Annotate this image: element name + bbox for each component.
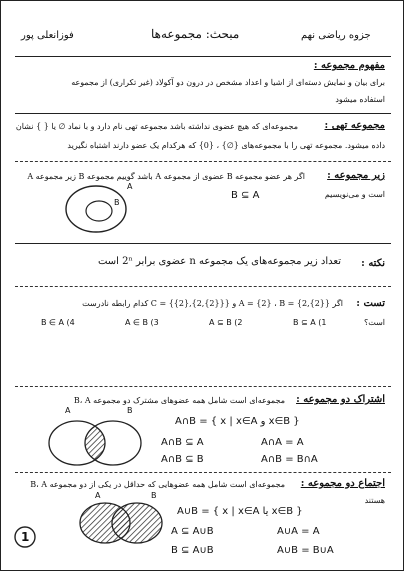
venn-label-a: A	[65, 406, 71, 415]
union-rule-2: A∪A = A	[277, 526, 320, 537]
section-title-empty-set: مجموعه تهی :	[324, 120, 385, 131]
intersection-rule-1: A∩B ⊆ A	[161, 437, 204, 448]
empty-set-line-1: مجموعه‌ای که هیچ عضوی نداشته باشد مجموعه تهی نام دارد و با نماد ∅ یا { } نشان	[15, 122, 298, 131]
divider	[15, 472, 391, 473]
union-rule-3: B ⊆ A∪B	[171, 545, 214, 556]
definition-line-2: استفاده میشود	[335, 95, 385, 104]
test-question: اگر A = {2} ، B = {2,{2}} و C = {{2},{2,{2}}} کدام رابطه نادرست	[82, 299, 343, 308]
venn-label-b: B	[127, 406, 133, 415]
intersection-rule-3: A∩B ⊆ B	[161, 454, 204, 465]
option-1: B ⊆ A (1	[293, 318, 327, 327]
venn-label-a: A	[127, 182, 133, 191]
intersection-formula: A∩B = { x | x∈A و x∈B }	[175, 416, 300, 427]
section-title-definition: مفهوم مجموعه :	[313, 60, 385, 71]
divider	[15, 286, 391, 287]
author-name: فوزانعلی پور	[21, 30, 74, 41]
note-title: نکته :	[361, 258, 385, 269]
union-text: مجموعه‌ای است شامل همه عضوهایی که حداقل در یکی از دو مجموعه B، A	[30, 480, 285, 489]
divider	[15, 113, 391, 114]
topic-title: مبحث: مجموعه‌ها	[151, 27, 240, 41]
divider	[15, 56, 391, 57]
union-rule-1: A ⊆ A∪B	[171, 526, 214, 537]
page-number: 1	[21, 530, 30, 544]
divider	[15, 243, 391, 244]
section-title-union: اجتماع دو مجموعه :	[300, 478, 385, 489]
definition-line-1: برای بیان و نمایش دسته‌ای از اشیا و اعداد مشخص در درون دو آکولاد (غیر تکراری) از مجموعه	[71, 78, 385, 87]
intersection-rule-2: A∩A = A	[261, 437, 304, 448]
divider	[15, 161, 391, 162]
option-3: A ∈ B (3	[125, 318, 159, 327]
subset-line-2: است و می‌نویسیم	[324, 190, 385, 199]
section-title-intersection: اشتراک دو مجموعه :	[296, 394, 385, 405]
section-title-subset: زیر مجموعه :	[327, 170, 385, 181]
option-4: B ∈ A (4	[41, 318, 75, 327]
intersection-text: مجموعه‌ای است شامل همه عضوهای مشترک دو مجموعه B، A	[73, 396, 285, 405]
venn-label-a: A	[95, 491, 101, 500]
union-venn-diagram	[67, 491, 177, 551]
divider	[15, 386, 391, 387]
subset-line-1: اگر هر عضو مجموعه B عضوی از مجموعه A باشد گوییم مجموعه B زیر مجموعه A	[27, 172, 305, 181]
venn-label-b: B	[151, 491, 157, 500]
test-title: تست :	[356, 298, 385, 309]
union-rule-4: A∪B = B∪A	[277, 545, 334, 556]
option-2: A ⊆ B (2	[209, 318, 243, 327]
intersection-rule-4: A∩B = B∩A	[261, 454, 318, 465]
union-text-end: هستند	[364, 496, 385, 505]
test-question-end: است؟	[363, 318, 385, 327]
booklet-title: جزوه ریاضی نهم	[301, 30, 371, 41]
venn-label-b: B	[114, 198, 120, 207]
subset-venn-diagram	[63, 177, 133, 237]
union-formula: A∪B = { x | x∈A یا x∈B }	[177, 506, 303, 517]
subset-formula: B ⊆ A	[231, 190, 260, 201]
intersection-venn-diagram	[35, 405, 155, 470]
empty-set-line-2: داده میشود. مجموعه تهی را با مجموعه‌های {∅} ، {0} که هرکدام یک عضو دارند اشتباه نگیرید	[67, 141, 385, 150]
note-text: تعداد زیر مجموعه‌های یک مجموعه n عضوی برابر 2ⁿ است	[97, 256, 341, 267]
